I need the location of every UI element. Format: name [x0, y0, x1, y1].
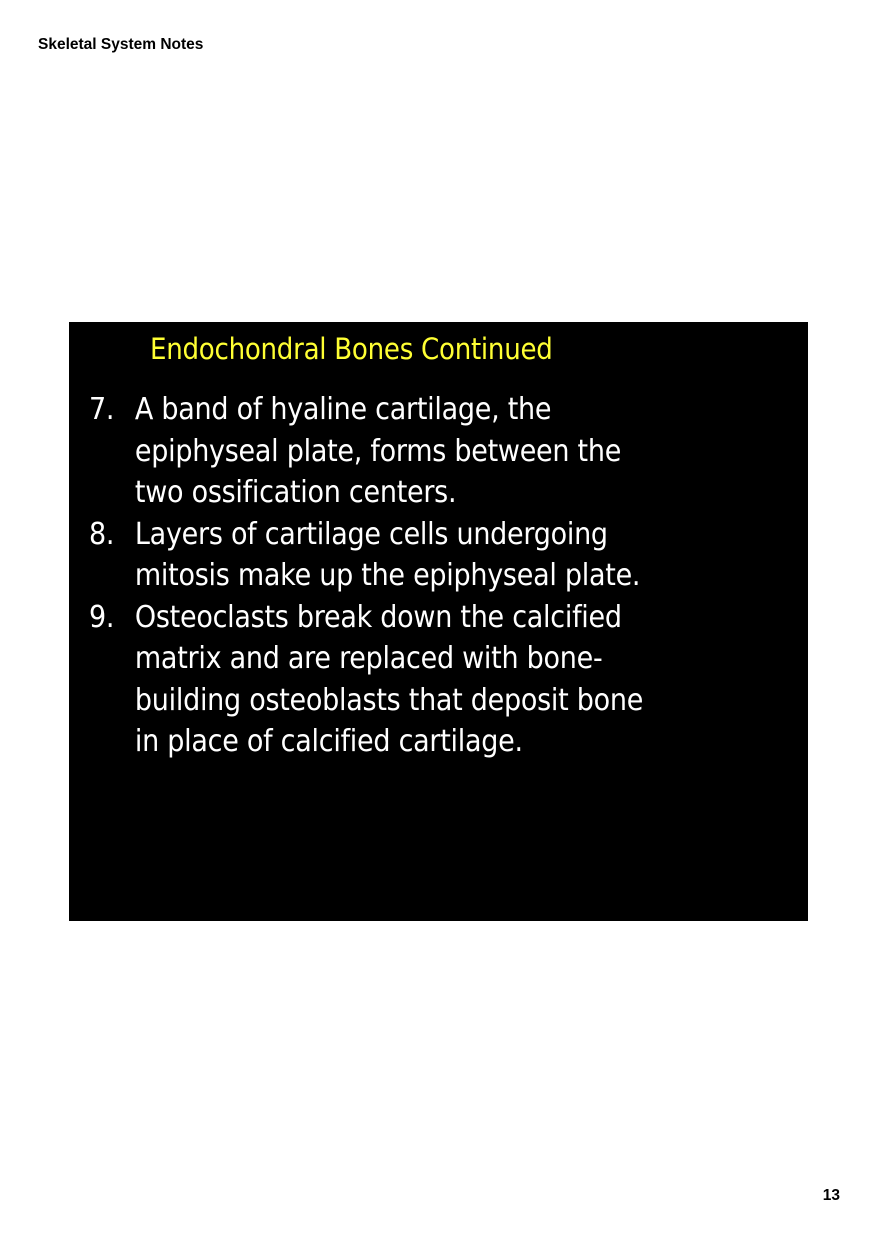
- list-item-line: epiphyseal plate, forms between the: [134, 433, 622, 469]
- list-item-line: mitosis make up the epiphyseal plate.: [134, 558, 641, 593]
- list-item: [89, 514, 747, 597]
- list-item-line: A band of hyaline cartilage, the: [134, 392, 552, 427]
- slide-image: [69, 322, 808, 921]
- list-item-line: two ossification centers.: [134, 475, 457, 510]
- list-item-line: Layers of cartilage cells undergoing: [134, 516, 608, 552]
- list-item: [89, 597, 747, 763]
- page-number: 13: [822, 1187, 840, 1204]
- list-item-line: Osteoclasts break down the calcified: [134, 599, 622, 635]
- slide-numbered-list: [89, 389, 747, 763]
- list-item: [89, 389, 747, 514]
- list-item-line: matrix and are replaced with bone-: [134, 641, 603, 676]
- list-item-number: 8.: [89, 516, 115, 552]
- page-header-title: Skeletal System Notes: [38, 36, 204, 53]
- list-item-number: 7.: [89, 392, 115, 427]
- slide-title: Endochondral Bones Continued: [150, 332, 553, 366]
- list-item-line: in place of calcified cartilage.: [134, 724, 523, 759]
- list-item-number: 9.: [89, 599, 115, 635]
- list-item-line: building osteoblasts that deposit bone: [134, 682, 644, 718]
